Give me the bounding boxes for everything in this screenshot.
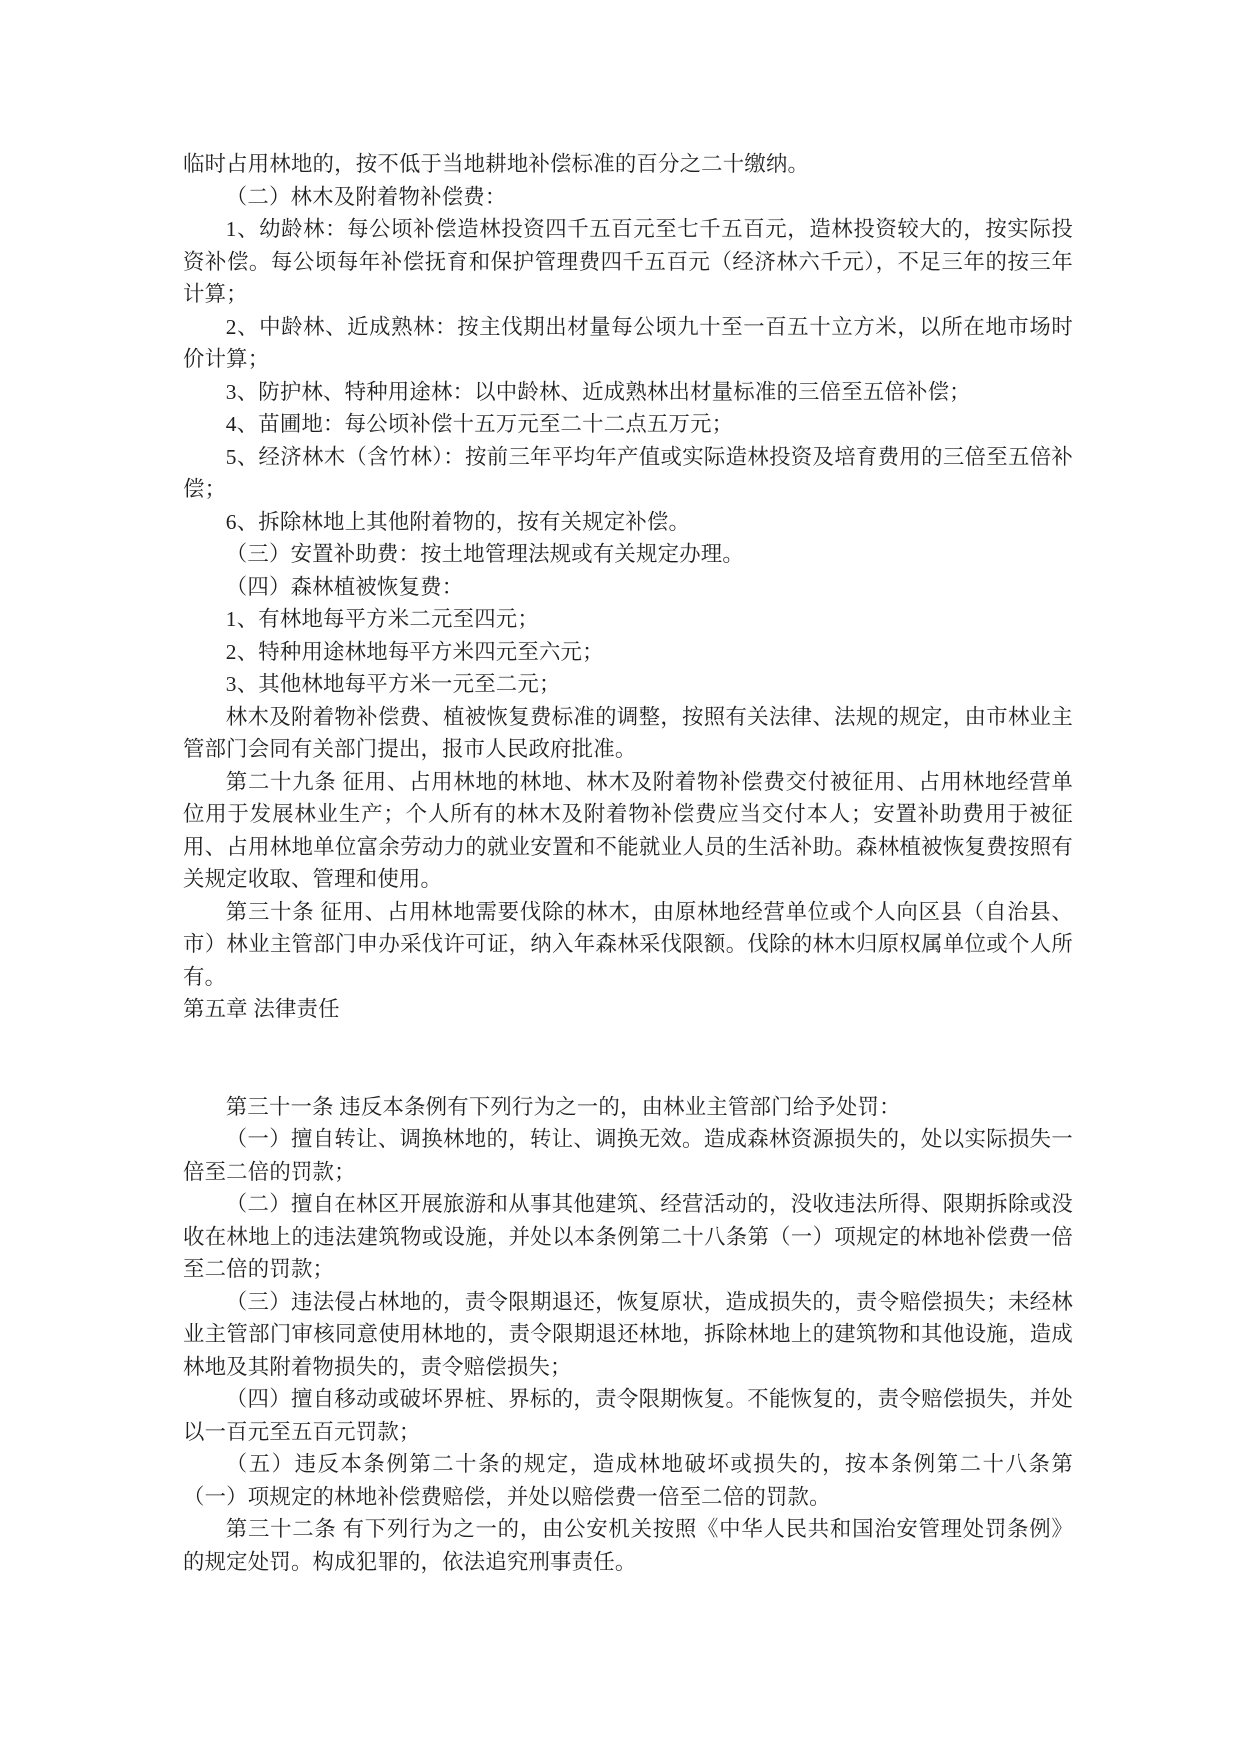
paragraph-penalty-3: （三）违法侵占林地的，责令限期退还，恢复原状，造成损失的，责令赔偿损失；未经林业主管部门审核同意使用林地的，责令限期退还林地，拆除林地上的建筑物和其他设施，造成林地及其附着物损失的，责令赔偿损失； (183, 1289, 1073, 1379)
paragraph-subitem-2b: 2、特种用途林地每平方米四元至六元； (225, 639, 604, 664)
paragraph-penalty-2: （二）擅自在林区开展旅游和从事其他建筑、经营活动的，没收违法所得、限期拆除或没收在林地上的违法建筑物或设施，并处以本条例第二十八条第（一）项规定的林地补偿费一倍至二倍的罚款； (183, 1192, 1073, 1281)
paragraph-article-32: 第三十二条 有下列行为之一的，由公安机关按照《中华人民共和国治安管理处罚条例》的规定处罚。构成犯罪的，依法追究刑事责任。 (183, 1517, 1073, 1574)
paragraph-subitem-2: 2、中龄林、近成熟林：按主伐期出材量每公顷九十至一百五十立方米，以所在地市场时价计算； (183, 314, 1073, 371)
paragraph-item-2-heading: （二）林木及附着物补偿费： (225, 184, 507, 209)
paragraph-continuation: 临时占用林地的，按不低于当地耕地补偿标准的百分之二十缴纳。 (183, 152, 810, 176)
paragraph-item-3: （三）安置补助费：按土地管理法规或有关规定办理。 (225, 542, 744, 566)
paragraph-adjustment-rule: 林木及附着物补偿费、植被恢复费标准的调整，按照有关法律、法规的规定，由市林业主管部门会同有关部门提出，报市人民政府批准。 (183, 704, 1073, 761)
paragraph-subitem-6: 6、拆除林地上其他附着物的，按有关规定补偿。 (225, 509, 691, 534)
paragraph-article-31: 第三十一条 违反本条例有下列行为之一的，由林业主管部门给予处罚： (225, 1094, 901, 1119)
paragraph-penalty-1: （一）擅自转让、调换林地的，转让、调换无效。造成森林资源损失的，处以实际损失一倍至二倍的罚款； (183, 1127, 1073, 1184)
paragraph-subitem-4: 4、苗圃地：每公顷补偿十五万元至二十二点五万元； (225, 412, 734, 436)
paragraph-subitem-3b: 3、其他林地每平方米一元至二元； (225, 672, 561, 696)
paragraph-article-30: 第三十条 征用、占用林地需要伐除的林木，由原林地经营单位或个人向区县（自治县、市）林业主管部门申办采伐许可证，纳入年森林采伐限额。伐除的林木归原权属单位或个人所有。 (183, 899, 1073, 989)
paragraph-subitem-3: 3、防护林、特种用途林：以中龄林、近成熟林出材量标准的三倍至五倍补偿； (225, 379, 971, 404)
paragraph-penalty-4: （四）擅自移动或破坏界桩、界标的，责令限期恢复。不能恢复的，责令赔偿损失，并处以一百元至五百元罚款； (183, 1387, 1073, 1444)
paragraph-article-29: 第二十九条 征用、占用林地的林地、林木及附着物补偿费交付被征用、占用林地经营单位用于发展林业生产；个人所有的林木及附着物补偿费应当交付本人；安置补助费用于被征用、占用林地单位富余劳动力的就业安置和不能就业人员的生活补助。森林植被恢复费按照有关规定收取、管理和使用。 (183, 769, 1073, 891)
chapter-heading: 第五章 法律责任 (183, 997, 340, 1021)
paragraph-item-4-heading: （四）森林植被恢复费： (225, 574, 464, 599)
document-body-text (183, 148, 1073, 1578)
paragraph-subitem-1: 1、幼龄林：每公顷补偿造林投资四千五百元至七千五百元，造林投资较大的，按实际投资补偿。每公顷每年补偿抚育和保护管理费四千五百元（经济林六千元），不足三年的按三年计算； (183, 217, 1073, 306)
paragraph-subitem-5: 5、经济林木（含竹林）：按前三年平均年产值或实际造林投资及培育费用的三倍至五倍补偿； (183, 444, 1073, 501)
paragraph-penalty-5: （五）违反本条例第二十条的规定，造成林地破坏或损失的，按本条例第二十八条第（一）项规定的林地补偿费赔偿，并处以赔偿费一倍至二倍的罚款。 (183, 1452, 1073, 1509)
paragraph-subitem-1b: 1、有林地每平方米二元至四元； (225, 607, 539, 631)
